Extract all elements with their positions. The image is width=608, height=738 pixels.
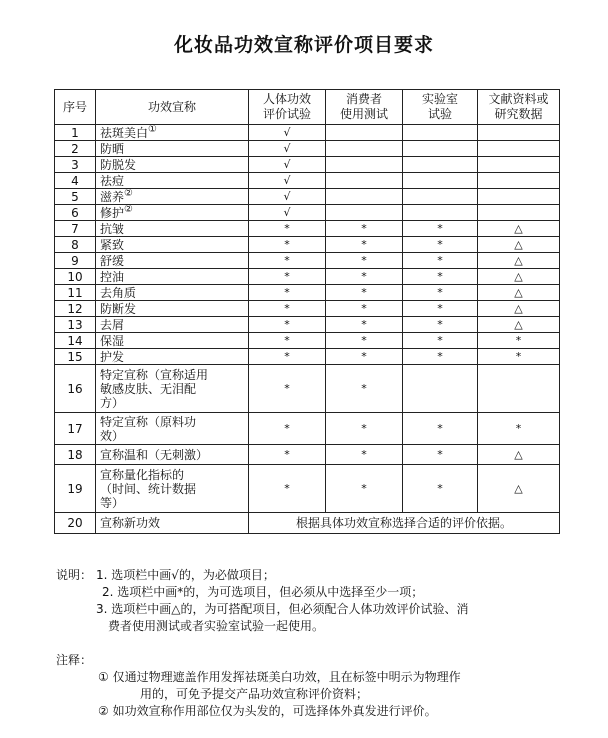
row-number: 11 <box>55 285 96 301</box>
lab-test-mark <box>403 173 478 189</box>
remark-item-1-line-2: 用的，可免予提交产品功效宣称评价资料； <box>140 687 369 701</box>
human-test-mark: * <box>249 269 326 285</box>
claim-cell <box>96 205 249 221</box>
row-number: 10 <box>55 269 96 285</box>
table-row <box>55 221 560 237</box>
note-item-2: 2. 选项栏中画*的，为可选项目，但必须从中选择至少一项； <box>102 585 424 599</box>
claim-cell <box>96 445 249 465</box>
claim-cell <box>96 413 249 445</box>
human-test-mark: √ <box>249 173 326 189</box>
literature-mark: △ <box>478 269 560 285</box>
literature-mark: △ <box>478 301 560 317</box>
row-number: 6 <box>55 205 96 221</box>
literature-mark <box>478 141 560 157</box>
header-lab-test: 实验室 试验 <box>403 90 478 125</box>
lab-test-mark <box>403 205 478 221</box>
literature-mark: △ <box>478 317 560 333</box>
table-body <box>55 125 560 534</box>
table-row <box>55 301 560 317</box>
merged-evaluation-cell: 根据具体功效宣称选择合适的评价依据。 <box>249 513 560 534</box>
claim-text: 防脱发 <box>100 157 137 172</box>
table-row <box>55 157 560 173</box>
consumer-test-mark: * <box>326 301 403 317</box>
claim-cell <box>96 157 249 173</box>
row-number: 12 <box>55 301 96 317</box>
claim-text: 保湿 <box>100 333 125 348</box>
row-number: 2 <box>55 141 96 157</box>
claim-text: 祛痘 <box>100 173 125 188</box>
human-test-mark: * <box>249 465 326 513</box>
claim-text: 宣称温和（无刺激） <box>100 447 209 462</box>
header-claim: 功效宣称 <box>96 90 249 125</box>
row-number: 9 <box>55 253 96 269</box>
lab-test-mark: * <box>403 253 478 269</box>
consumer-test-mark <box>326 173 403 189</box>
row-number: 16 <box>55 365 96 413</box>
footnote-ref: ② <box>124 187 133 199</box>
consumer-test-mark: * <box>326 285 403 301</box>
lab-test-mark: * <box>403 445 478 465</box>
row-number: 4 <box>55 173 96 189</box>
lab-test-mark <box>403 365 478 413</box>
claim-line: 特定宣称（原料功 <box>100 414 197 429</box>
remark-item-1-line-1: ① 仅通过物理遮盖作用发挥祛斑美白功效，且在标签中明示为物理作 <box>98 670 461 684</box>
table-row <box>55 173 560 189</box>
consumer-test-mark <box>326 141 403 157</box>
note-item-3-line-2: 费者使用测试或者实验室试验一起使用。 <box>108 619 325 633</box>
literature-mark <box>478 157 560 173</box>
remarks-notes <box>56 652 566 720</box>
note-item-1: 1. 选项栏中画√的，为必做项目； <box>96 568 275 582</box>
table-row <box>55 253 560 269</box>
table-row <box>55 465 560 513</box>
claim-text: 舒缓 <box>100 253 125 268</box>
claim-cell <box>96 349 249 365</box>
header-no: 序号 <box>55 90 96 125</box>
claim-text: 去屑 <box>100 317 125 332</box>
claim-line: 特定宣称（宣称适用 <box>100 367 209 382</box>
human-test-mark: * <box>249 285 326 301</box>
claim-line: 方） <box>100 395 125 410</box>
claim-text: 防断发 <box>100 301 137 316</box>
human-test-mark: * <box>249 301 326 317</box>
lab-test-mark: * <box>403 221 478 237</box>
claim-text: 祛斑美白 <box>100 125 149 140</box>
lab-test-mark: * <box>403 237 478 253</box>
lab-test-mark <box>403 189 478 205</box>
human-test-mark: √ <box>249 157 326 173</box>
consumer-test-mark: * <box>326 221 403 237</box>
claim-cell <box>96 317 249 333</box>
claim-cell <box>96 237 249 253</box>
human-test-mark: * <box>249 349 326 365</box>
literature-mark <box>478 173 560 189</box>
table-row <box>55 513 560 534</box>
table-row <box>55 237 560 253</box>
footnote-ref: ② <box>124 203 133 215</box>
claim-cell <box>96 365 249 413</box>
table-row <box>55 445 560 465</box>
table-row <box>55 125 560 141</box>
claim-text: 紧致 <box>100 237 125 252</box>
literature-mark: △ <box>478 465 560 513</box>
claim-cell <box>96 465 249 513</box>
human-test-mark: √ <box>249 189 326 205</box>
literature-mark <box>478 205 560 221</box>
claim-line: 宣称量化指标的 <box>100 467 185 482</box>
table-header-row <box>55 90 560 125</box>
claim-text: 防晒 <box>100 141 125 156</box>
row-number: 18 <box>55 445 96 465</box>
page-title: 化妆品功效宣称评价项目要求 <box>173 34 434 56</box>
header-literature: 文献资料或 研究数据 <box>478 90 560 125</box>
claim-cell <box>96 269 249 285</box>
table-row <box>55 189 560 205</box>
footnote-ref: ① <box>148 123 157 135</box>
claim-text: 控油 <box>100 269 125 284</box>
human-test-mark: * <box>249 333 326 349</box>
literature-mark: △ <box>478 237 560 253</box>
consumer-test-mark <box>326 157 403 173</box>
claim-cell <box>96 333 249 349</box>
lab-test-mark: * <box>403 269 478 285</box>
claim-cell <box>96 173 249 189</box>
consumer-test-mark <box>326 125 403 141</box>
row-number: 3 <box>55 157 96 173</box>
claim-cell <box>96 125 249 141</box>
lab-test-mark: * <box>403 301 478 317</box>
header-human-test: 人体功效 评价试验 <box>249 90 326 125</box>
consumer-test-mark: * <box>326 445 403 465</box>
literature-mark <box>478 189 560 205</box>
consumer-test-mark: * <box>326 269 403 285</box>
claim-text: 滋养 <box>100 189 125 204</box>
claim-line: 等） <box>100 495 125 510</box>
claim-text: 去角质 <box>100 285 137 300</box>
claim-cell <box>96 301 249 317</box>
row-number: 15 <box>55 349 96 365</box>
lab-test-mark: * <box>403 285 478 301</box>
header-consumer-test: 消费者 使用测试 <box>326 90 403 125</box>
human-test-mark: * <box>249 221 326 237</box>
literature-mark: △ <box>478 445 560 465</box>
claim-cell <box>96 513 249 534</box>
row-number: 1 <box>55 125 96 141</box>
row-number: 20 <box>55 513 96 534</box>
consumer-test-mark: * <box>326 465 403 513</box>
consumer-test-mark: * <box>326 413 403 445</box>
human-test-mark: √ <box>249 205 326 221</box>
literature-mark: * <box>478 413 560 445</box>
human-test-mark: * <box>249 365 326 413</box>
human-test-mark: * <box>249 445 326 465</box>
lab-test-mark: * <box>403 349 478 365</box>
row-number: 17 <box>55 413 96 445</box>
lab-test-mark <box>403 125 478 141</box>
literature-mark: * <box>478 333 560 349</box>
literature-mark <box>478 365 560 413</box>
human-test-mark: * <box>249 413 326 445</box>
lab-test-mark: * <box>403 317 478 333</box>
consumer-test-mark: * <box>326 365 403 413</box>
claim-cell <box>96 221 249 237</box>
consumer-test-mark <box>326 205 403 221</box>
claim-cell <box>96 285 249 301</box>
lab-test-mark: * <box>403 333 478 349</box>
lab-test-mark <box>403 141 478 157</box>
note-item-3-line-1: 3. 选项栏中画△的，为可搭配项目，但必须配合人体功效评价试验、消 <box>96 602 469 616</box>
literature-mark: * <box>478 349 560 365</box>
human-test-mark: √ <box>249 141 326 157</box>
row-number: 13 <box>55 317 96 333</box>
claim-line: 敏感皮肤、无泪配 <box>100 381 197 396</box>
claim-cell <box>96 253 249 269</box>
remarks-label: 注释： <box>56 653 93 667</box>
table-row <box>55 285 560 301</box>
lab-test-mark: * <box>403 413 478 445</box>
claims-table <box>54 89 560 534</box>
row-number: 8 <box>55 237 96 253</box>
row-number: 14 <box>55 333 96 349</box>
consumer-test-mark: * <box>326 237 403 253</box>
claim-line: 效） <box>100 428 125 443</box>
explanation-notes <box>56 567 566 635</box>
claim-cell <box>96 189 249 205</box>
table-row <box>55 413 560 445</box>
claim-line: （时间、统计数据 <box>100 481 197 496</box>
consumer-test-mark: * <box>326 317 403 333</box>
table-row <box>55 205 560 221</box>
claim-cell <box>96 141 249 157</box>
notes-label: 说明： <box>56 568 93 582</box>
note-row-1 <box>56 567 566 584</box>
table-row <box>55 349 560 365</box>
table-row <box>55 333 560 349</box>
literature-mark <box>478 125 560 141</box>
literature-mark: △ <box>478 253 560 269</box>
claim-text: 抗皱 <box>100 221 125 236</box>
literature-mark: △ <box>478 285 560 301</box>
row-number: 19 <box>55 465 96 513</box>
table-row <box>55 365 560 413</box>
consumer-test-mark <box>326 189 403 205</box>
consumer-test-mark: * <box>326 349 403 365</box>
claim-text: 护发 <box>100 349 125 364</box>
lab-test-mark <box>403 157 478 173</box>
consumer-test-mark: * <box>326 253 403 269</box>
table-row <box>55 141 560 157</box>
claim-text: 宣称新功效 <box>100 516 161 530</box>
human-test-mark: * <box>249 237 326 253</box>
row-number: 5 <box>55 189 96 205</box>
remark-item-2: ② 如功效宣称作用部位仅为头发的，可选择体外真发进行评价。 <box>98 704 437 718</box>
human-test-mark: √ <box>249 125 326 141</box>
table-row <box>55 269 560 285</box>
lab-test-mark: * <box>403 465 478 513</box>
literature-mark: △ <box>478 221 560 237</box>
claim-text: 修护 <box>100 205 125 220</box>
human-test-mark: * <box>249 317 326 333</box>
row-number: 7 <box>55 221 96 237</box>
table-row <box>55 317 560 333</box>
human-test-mark: * <box>249 253 326 269</box>
consumer-test-mark: * <box>326 333 403 349</box>
remark-row-1 <box>56 652 566 686</box>
